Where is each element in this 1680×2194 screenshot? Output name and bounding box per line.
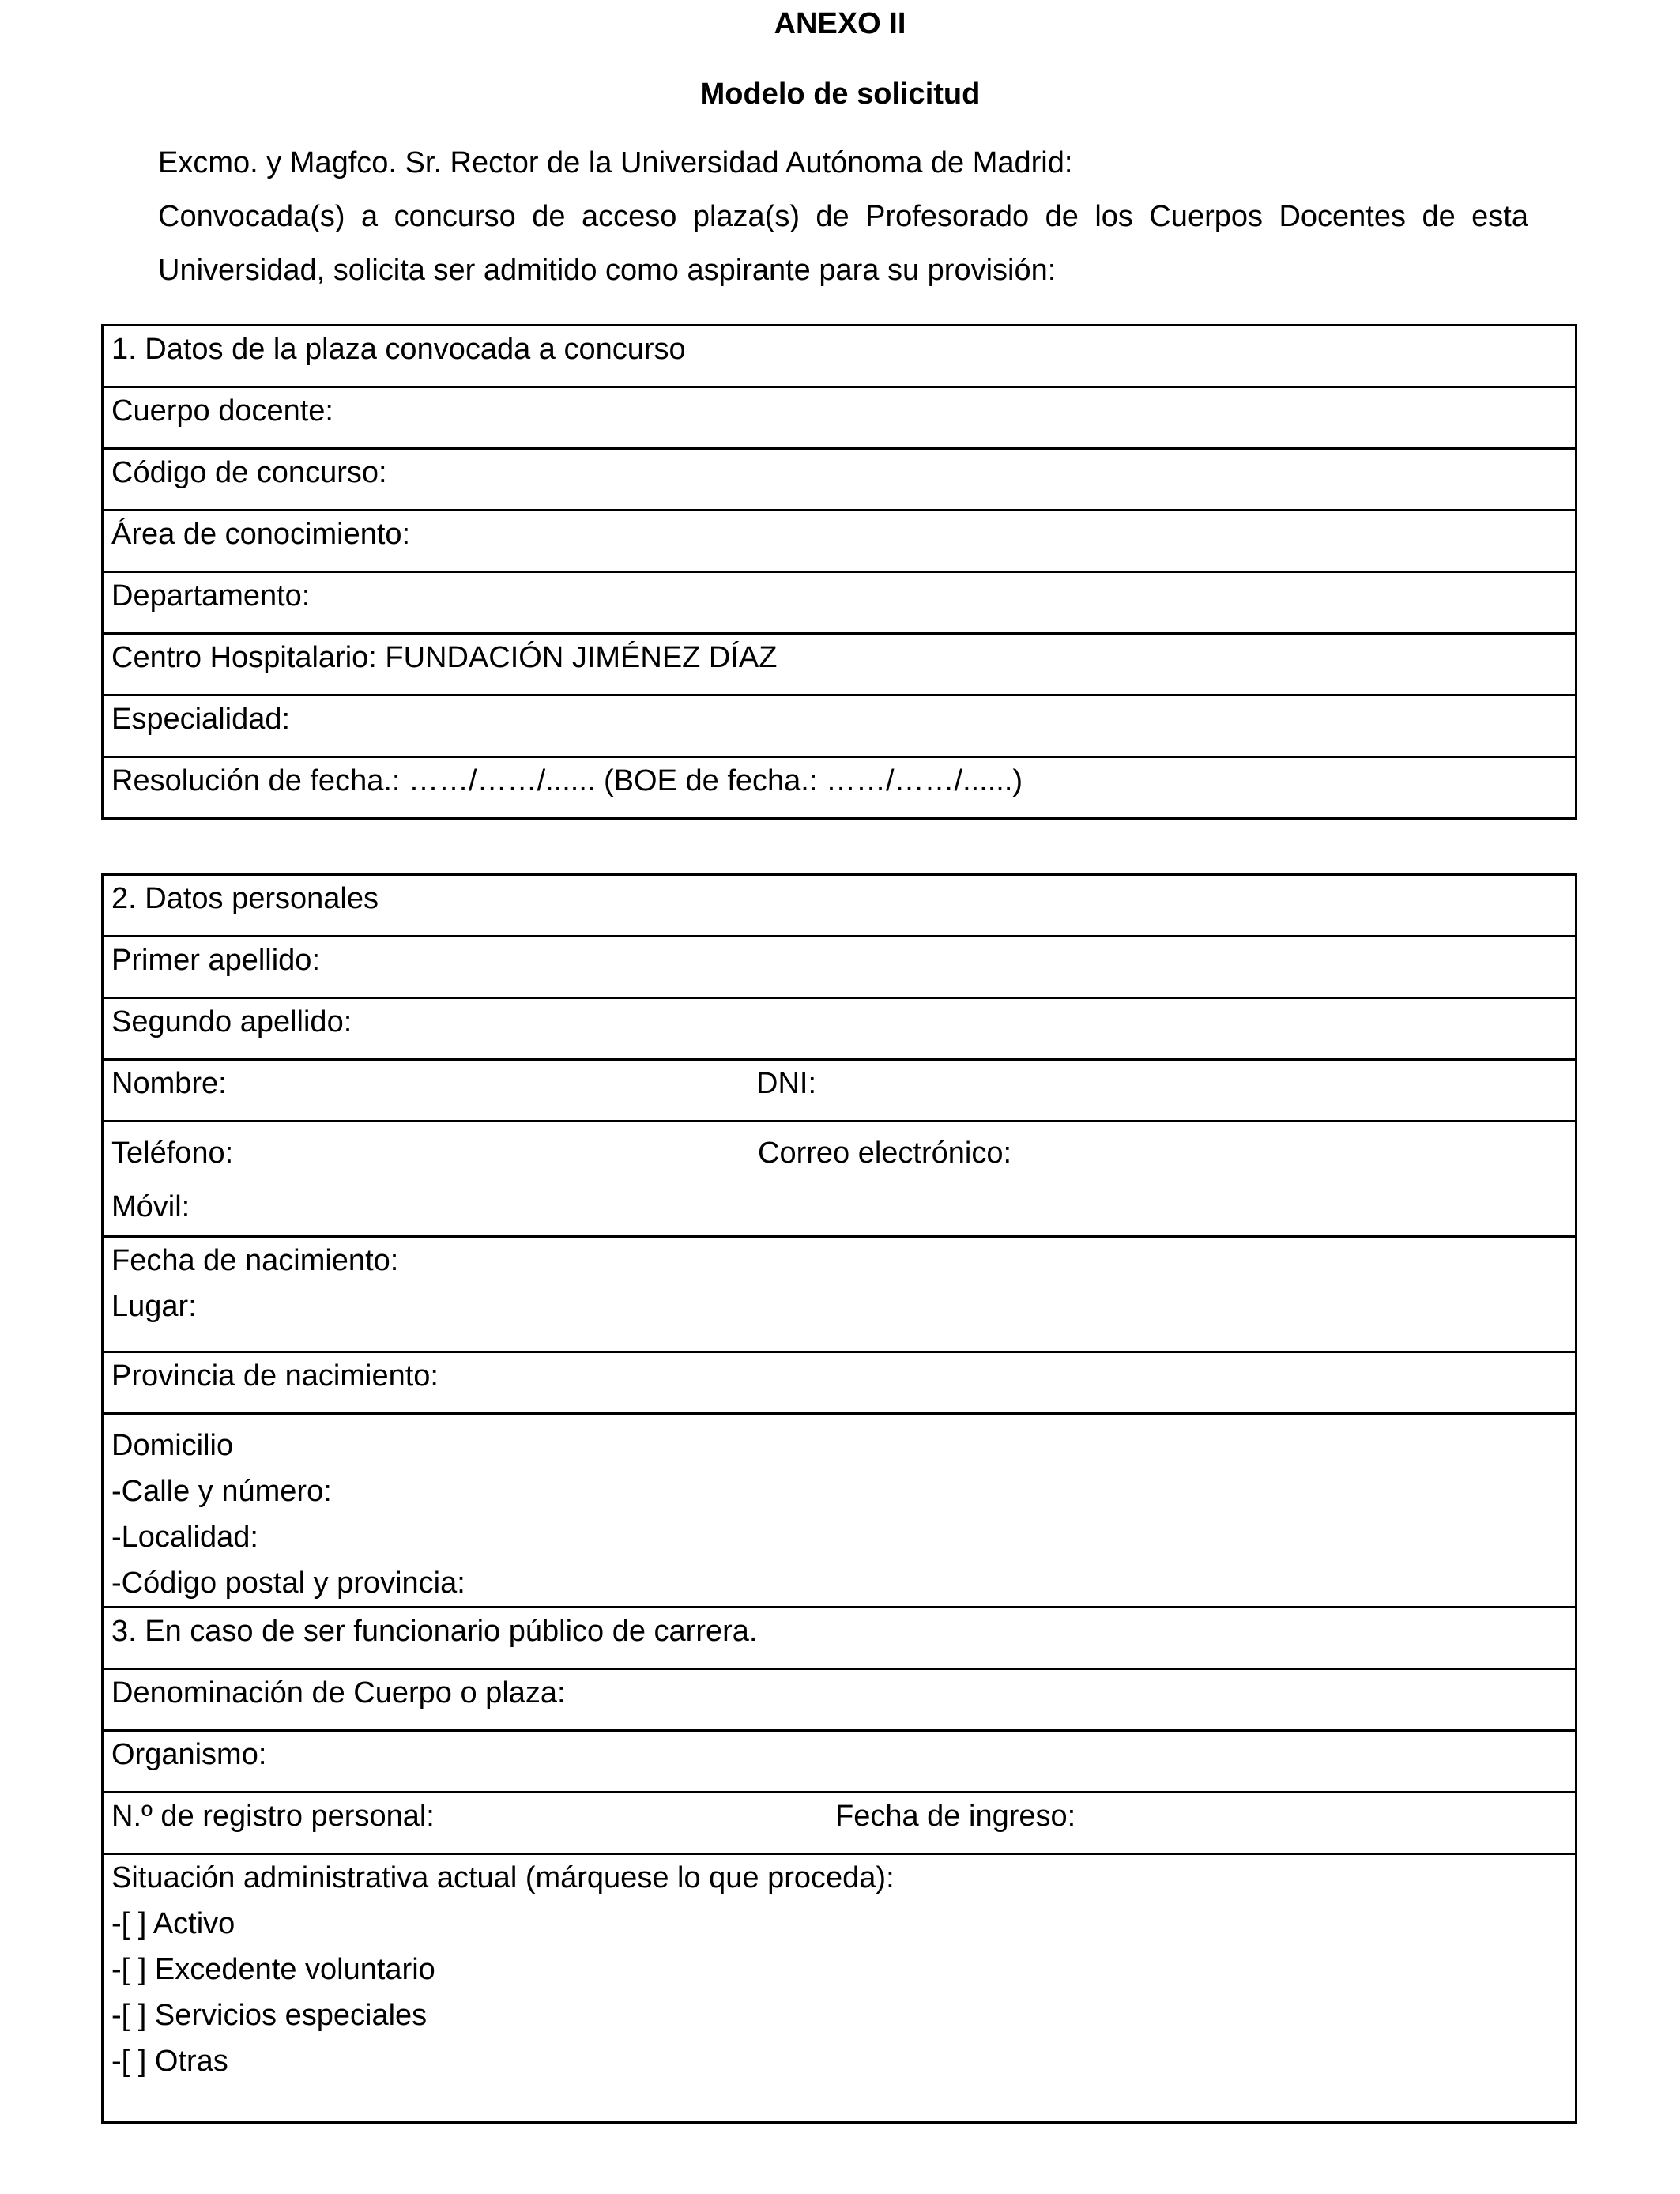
registro-personal-field[interactable]: N.º de registro personal: [111, 1800, 435, 1833]
section-1-table [101, 324, 1577, 820]
option-excedente[interactable]: -[ ] Excedente voluntario [111, 1953, 435, 1986]
nombre-field[interactable]: Nombre: [111, 1067, 227, 1100]
nombre-dni-row [103, 1060, 1576, 1122]
codigo-postal-field[interactable]: -Código postal y provincia: [111, 1566, 465, 1600]
domicilio-label: Domicilio [111, 1429, 234, 1462]
section-2-3-table [101, 873, 1577, 2124]
telefono-field[interactable]: Teléfono: [111, 1137, 234, 1170]
segundo-apellido-field[interactable]: Segundo apellido: [103, 998, 1576, 1060]
centro-hospitalario-field[interactable]: Centro Hospitalario: FUNDACIÓN JIMÉNEZ DÍAZ [103, 634, 1576, 696]
cuerpo-docente-field[interactable]: Cuerpo docente: [103, 387, 1576, 449]
departamento-field[interactable]: Departamento: [103, 572, 1576, 634]
nacimiento-row [103, 1237, 1576, 1352]
primer-apellido-field[interactable]: Primer apellido: [103, 937, 1576, 998]
codigo-concurso-field[interactable]: Código de concurso: [103, 449, 1576, 511]
correo-field[interactable]: Correo electrónico: [758, 1137, 1012, 1170]
annex-heading: ANEXO II [774, 7, 906, 40]
localidad-field[interactable]: -Localidad: [111, 1521, 258, 1554]
request-line-1: Convocada(s) a concurso de acceso plaza(s) de Profesorado de los Cuerpos Docentes de esta [158, 200, 1528, 233]
calle-field[interactable]: -Calle y número: [111, 1475, 332, 1508]
domicilio-row [103, 1414, 1576, 1608]
section-1-title: 1. Datos de la plaza convocada a concurso [103, 326, 1576, 387]
form-title: Modelo de solicitud [699, 77, 981, 111]
situacion-label: Situación administrativa actual (márquese lo que proceda): [111, 1861, 895, 1894]
especialidad-field[interactable]: Especialidad: [103, 696, 1576, 757]
option-activo[interactable]: -[ ] Activo [111, 1907, 235, 1940]
situacion-row [103, 1854, 1576, 2123]
option-servicios-especiales[interactable]: -[ ] Servicios especiales [111, 1999, 428, 2032]
dni-field[interactable]: DNI: [756, 1067, 816, 1100]
section-3-title: 3. En caso de ser funcionario público de carrera. [103, 1608, 1576, 1669]
provincia-nacimiento-field[interactable]: Provincia de nacimiento: [103, 1352, 1576, 1414]
area-conocimiento-field[interactable]: Área de conocimiento: [103, 511, 1576, 572]
addressee-line: Excmo. y Magfco. Sr. Rector de la Universidad Autónoma de Madrid: [158, 146, 1073, 179]
section-2-title: 2. Datos personales [103, 875, 1576, 937]
resolucion-fecha-field[interactable]: Resolución de fecha.: ……/……/...... (BOE de fecha.: ……/……/......) [103, 757, 1576, 819]
fecha-ingreso-field[interactable]: Fecha de ingreso: [835, 1800, 1076, 1833]
movil-field[interactable]: Móvil: [111, 1190, 190, 1223]
registro-row [103, 1793, 1576, 1854]
fecha-nacimiento-field[interactable]: Fecha de nacimiento: [111, 1244, 399, 1277]
option-otras[interactable]: -[ ] Otras [111, 2045, 228, 2078]
denominacion-cuerpo-field[interactable]: Denominación de Cuerpo o plaza: [103, 1669, 1576, 1731]
lugar-field[interactable]: Lugar: [111, 1290, 197, 1323]
intro-block [158, 136, 1528, 297]
organismo-field[interactable]: Organismo: [103, 1731, 1576, 1793]
request-line-2: Universidad, solicita ser admitido como aspirante para su provisión: [158, 254, 1057, 287]
contacto-row [103, 1122, 1576, 1237]
